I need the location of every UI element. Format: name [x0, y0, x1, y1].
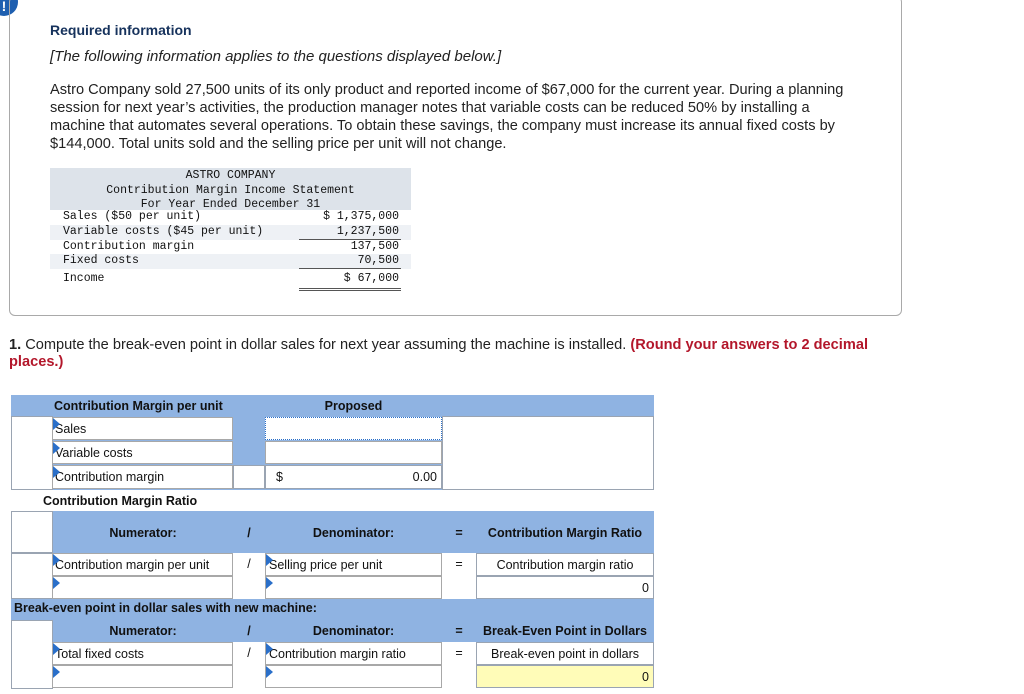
dropdown-marker-icon: [53, 418, 60, 430]
break-even-result-header: Break-Even Point in Dollars: [483, 624, 647, 638]
dropdown-marker-icon: [53, 643, 60, 655]
row-value: $ 1,375,000: [323, 210, 399, 223]
row-value: 1,237,500: [336, 224, 399, 238]
left-margin-cell: [11, 553, 53, 599]
dropdown-marker-icon: [53, 466, 60, 478]
break-even-result-label: Break-even point in dollars: [476, 642, 654, 665]
contribution-margin-label-field[interactable]: [52, 465, 233, 489]
divide-sign: /: [247, 557, 251, 571]
denominator-label: Contribution margin ratio: [269, 647, 406, 661]
statement-row-income: [50, 269, 411, 287]
divide-sign: /: [247, 624, 251, 638]
proposed-sales-input[interactable]: [265, 417, 442, 440]
sales-label-field[interactable]: [52, 417, 233, 440]
dropdown-marker-icon: [266, 554, 273, 566]
cm-per-unit-header: Contribution Margin per unit: [54, 399, 223, 413]
cm-value: 0.00: [412, 470, 437, 484]
spacer-cell: [233, 465, 265, 489]
row-label: Income: [63, 272, 105, 286]
break-even-numerator-header: Numerator:: [109, 624, 177, 638]
row-label: Variable costs ($45 per unit): [63, 224, 264, 238]
equals-sign: =: [455, 624, 463, 638]
currency-symbol: $: [276, 470, 283, 484]
double-underline: [299, 288, 401, 291]
problem-statement: Astro Company sold 27,500 units of its only product and reported income of $67,000 for the current year. During a planning session for next year’s activities, the production manager notes that variable costs can be reduced 50% by installing a machine that automates several operations. To obtain these savings, the company must increase its annual fixed costs by $144,000. Total units sold and the selling price per unit will not change.: [50, 82, 844, 152]
variable-costs-label-field[interactable]: [52, 441, 233, 464]
required-info-subtitle: [The following information applies to the questions displayed below.]: [50, 48, 502, 65]
row-label: Fixed costs: [63, 254, 139, 268]
break-even-denominator-header: Denominator:: [312, 624, 395, 638]
row-label: Sales ($50 per unit): [63, 210, 202, 223]
cm-ratio-result-header: Contribution Margin Ratio: [487, 526, 643, 540]
income-statement-header: [50, 168, 411, 210]
dropdown-marker-icon: [53, 442, 60, 454]
equals-sign: =: [455, 557, 463, 571]
divide-sign: /: [247, 526, 251, 540]
company-name: ASTRO COMPANY: [185, 169, 276, 182]
statement-title: Contribution Margin Income Statement: [106, 183, 355, 197]
alert-icon: !: [0, 0, 18, 16]
cm-ratio-numerator-input[interactable]: [52, 576, 233, 599]
left-margin-cell: [11, 416, 53, 490]
right-blank-cells: [442, 416, 654, 490]
row-label: Contribution margin: [63, 239, 195, 253]
statement-row-fixed-costs: [50, 254, 411, 269]
cm-ratio-result-label: Contribution margin ratio: [476, 553, 654, 576]
left-margin-cell: [11, 620, 53, 689]
break-even-denominator-input[interactable]: [265, 665, 442, 688]
cm-ratio-denominator-input[interactable]: [265, 576, 442, 599]
left-margin-cell: [11, 511, 53, 553]
dropdown-marker-icon: [266, 643, 273, 655]
proposed-header: Proposed: [324, 399, 383, 413]
cm-ratio-numerator-header: Numerator:: [109, 526, 177, 540]
equals-sign: =: [455, 526, 463, 540]
answer-worksheet: [11, 395, 654, 689]
income-statement: [50, 168, 411, 287]
statement-row-sales: [50, 210, 411, 225]
dropdown-marker-icon: [266, 577, 273, 589]
row-value: 70,500: [357, 254, 399, 268]
statement-row-variable-costs: [50, 225, 411, 240]
numerator-label: Contribution margin per unit: [55, 558, 210, 572]
dropdown-marker-icon: [53, 554, 60, 566]
equals-sign: =: [455, 646, 463, 660]
dropdown-marker-icon: [53, 577, 60, 589]
proposed-cm-output: [265, 465, 442, 489]
row-value: 137,500: [350, 239, 399, 253]
denominator-label: Selling price per unit: [269, 558, 383, 572]
contribution-margin-label: Contribution margin: [55, 470, 165, 484]
statement-row-contribution-margin: [50, 240, 411, 255]
dropdown-marker-icon: [53, 666, 60, 678]
divide-sign: /: [247, 646, 251, 660]
rounding-instruction: (Round your answers to 2 decimal places.): [9, 337, 868, 370]
break-even-result-value: 0: [476, 665, 654, 688]
sales-label: Sales: [55, 422, 87, 436]
proposed-variable-costs-input[interactable]: [265, 441, 442, 464]
question-1: [9, 337, 909, 371]
break-even-numerator-input[interactable]: [52, 665, 233, 688]
break-even-section-label: Break-even point in dollar sales with new machine:: [14, 601, 317, 615]
question-number: 1.: [9, 337, 22, 353]
cm-ratio-numerator-field[interactable]: [52, 553, 233, 576]
required-info-title: Required information: [50, 22, 192, 38]
cm-ratio-denominator-header: Denominator:: [312, 526, 395, 540]
statement-period: For Year Ended December 31: [140, 198, 321, 211]
cm-ratio-section-label: Contribution Margin Ratio: [43, 494, 198, 508]
cm-ratio-denominator-field[interactable]: [265, 553, 442, 576]
break-even-denominator-field[interactable]: [265, 642, 442, 665]
dropdown-marker-icon: [266, 666, 273, 678]
numerator-label: Total fixed costs: [55, 647, 144, 661]
question-text: Compute the break-even point in dollar sales for next year assuming the machine is installed.: [21, 337, 631, 353]
variable-costs-label: Variable costs: [55, 446, 133, 460]
cm-ratio-result-value: 0: [476, 576, 654, 599]
break-even-numerator-field[interactable]: [52, 642, 233, 665]
row-value: $ 67,000: [343, 272, 399, 286]
